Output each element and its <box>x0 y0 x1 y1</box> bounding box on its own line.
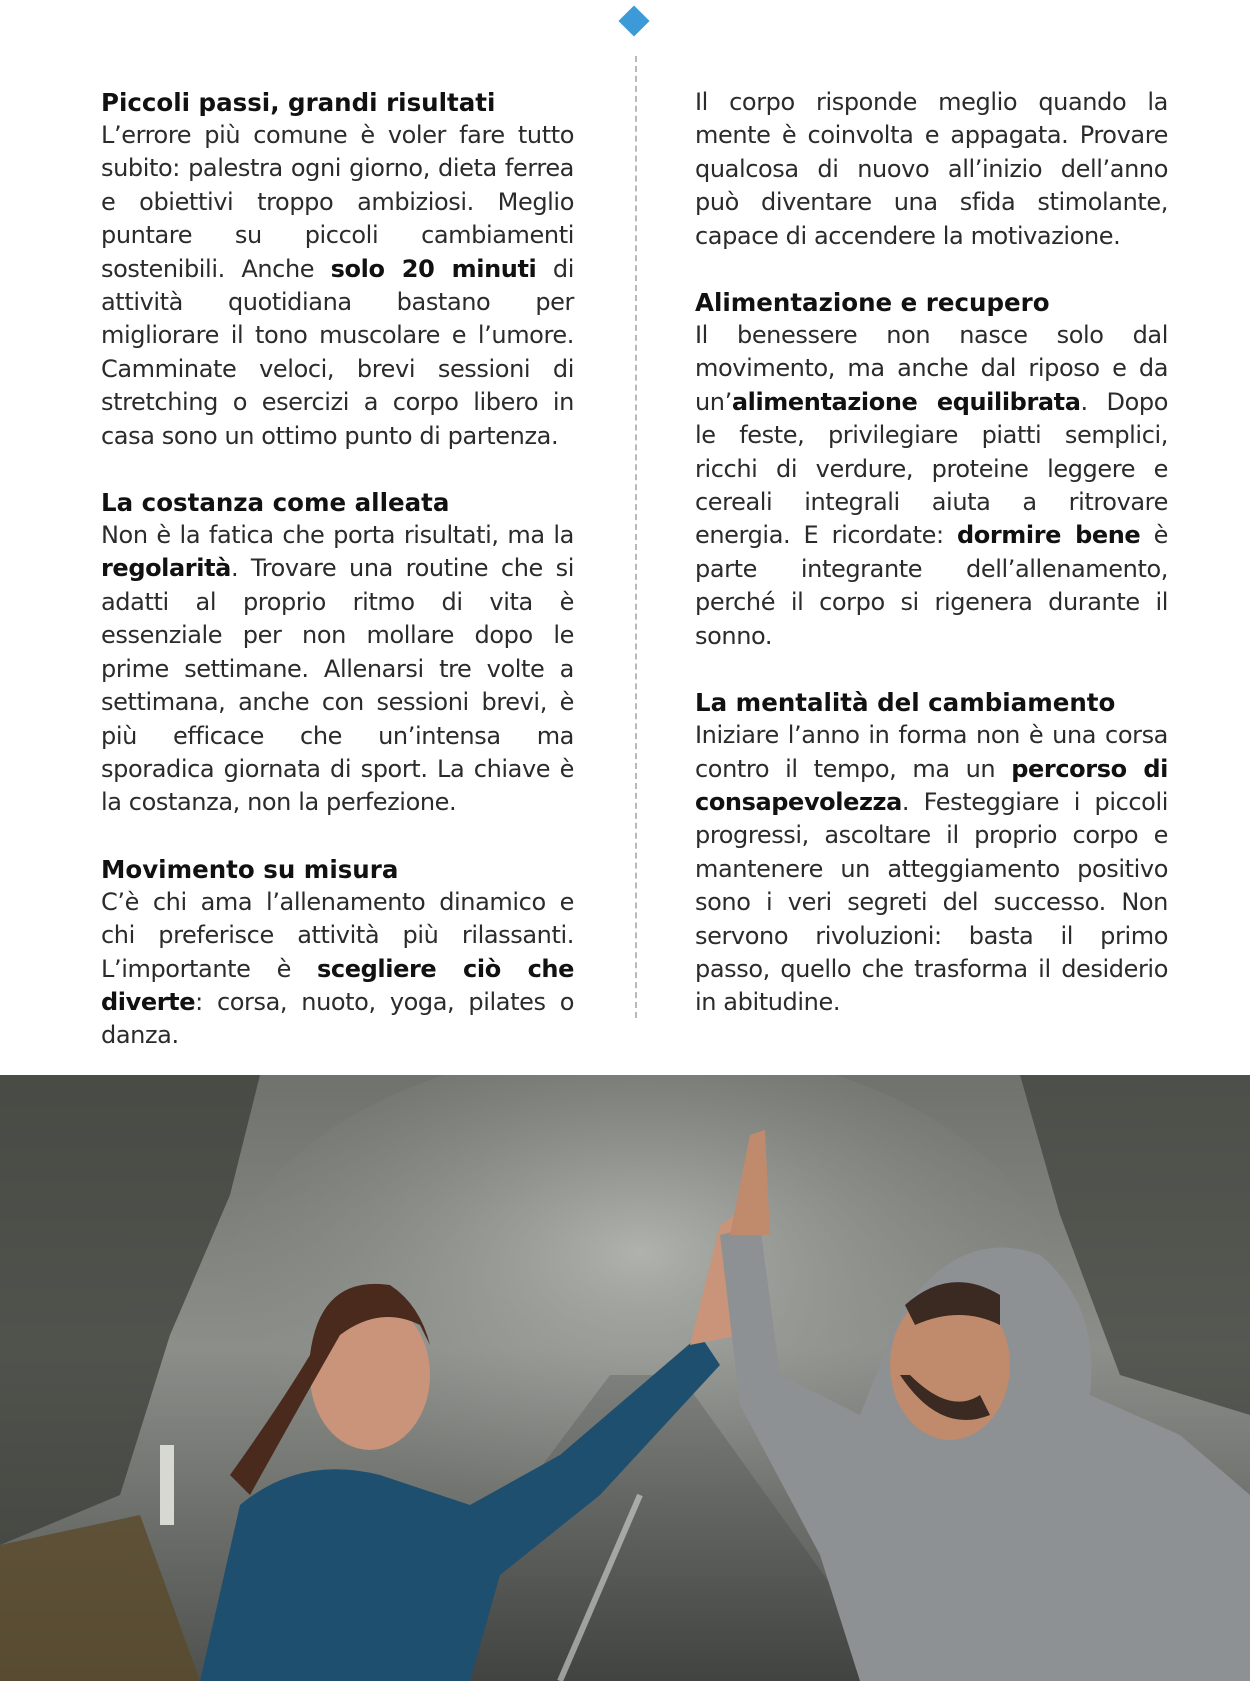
section-heading: Alimentazione e recupero <box>695 288 1050 318</box>
column-divider <box>635 56 637 1018</box>
section-piccoli-passi <box>101 86 574 453</box>
section-alimentazione <box>695 286 1168 653</box>
section-mentalita <box>695 686 1168 1020</box>
section-heading: La mentalità del cambiamento <box>695 688 1116 718</box>
section-costanza <box>101 486 574 820</box>
left-column <box>101 86 574 1086</box>
section-heading: Movimento su misura <box>101 854 399 884</box>
right-column <box>695 86 1168 1053</box>
section-heading: Piccoli passi, grandi risultati <box>101 88 496 117</box>
section-movimento <box>101 853 574 1053</box>
section-heading: La costanza come alleata <box>101 488 450 518</box>
section-body: L’errore più comune è voler fare tutto subito: palestra ogni giorno, dieta ferrea e obiettivi troppo ambiziosi. Meglio puntare su piccoli cambiamenti sostenibili. Anche solo 20 minuti di attività quotidiana bastano per migliorare il tono muscolare e l’umore. Camminate veloci, brevi sessioni di stretching o esercizi a corpo libero in casa sono un ottimo punto di partenza. <box>101 121 575 450</box>
photo-illustration <box>0 1075 1250 1681</box>
diamond-ornament-icon <box>618 5 649 36</box>
section-body: Il corpo risponde meglio quando la mente è coinvolta e appagata. Provare qualcosa di nuovo all’inizio dell’anno può diventare una sfida stimolante, capace di accendere la motivazione. <box>695 88 1168 250</box>
high-five-photo <box>0 1075 1250 1681</box>
section-body: Il benessere non nasce solo dal movimento, ma anche dal riposo e da un’alimentazione equilibrata. Dopo le feste, privilegiare piatti semplici, ricchi di verdure, proteine leggere e cereali integrali aiuta a ritrovare energia. E ricordate: dormire bene è parte integrante dell’allenamento, perché il corpo si rigenera durante il sonno. <box>695 321 1168 650</box>
section-body: C’è chi ama l’allenamento dinamico e chi preferisce attività più rilassanti. L’importante è scegliere ciò che diverte: corsa, nuoto, yoga, pilates o danza. <box>101 887 574 1050</box>
section-continuation <box>695 86 1168 253</box>
section-body: Iniziare l’anno in forma non è una corsa contro il tempo, ma un percorso di consapevolezza. Festeggiare i piccoli progressi, ascoltare il proprio corpo e mantenere un atteggiamento positivo sono i veri segreti del successo. Non servono rivoluzioni: basta il primo passo, quello che trasforma il desiderio in abitudine. <box>695 721 1168 1017</box>
section-body: Non è la fatica che porta risultati, ma la regolarità. Trovare una routine che si adatti al proprio ritmo di vita è essenziale per non mollare dopo le prime settimane. Allenarsi tre volte a settimana, anche con sessioni brevi, è più efficace che un’intensa ma sporadica giornata di sport. La chiave è la costanza, non la perfezione. <box>101 521 574 817</box>
